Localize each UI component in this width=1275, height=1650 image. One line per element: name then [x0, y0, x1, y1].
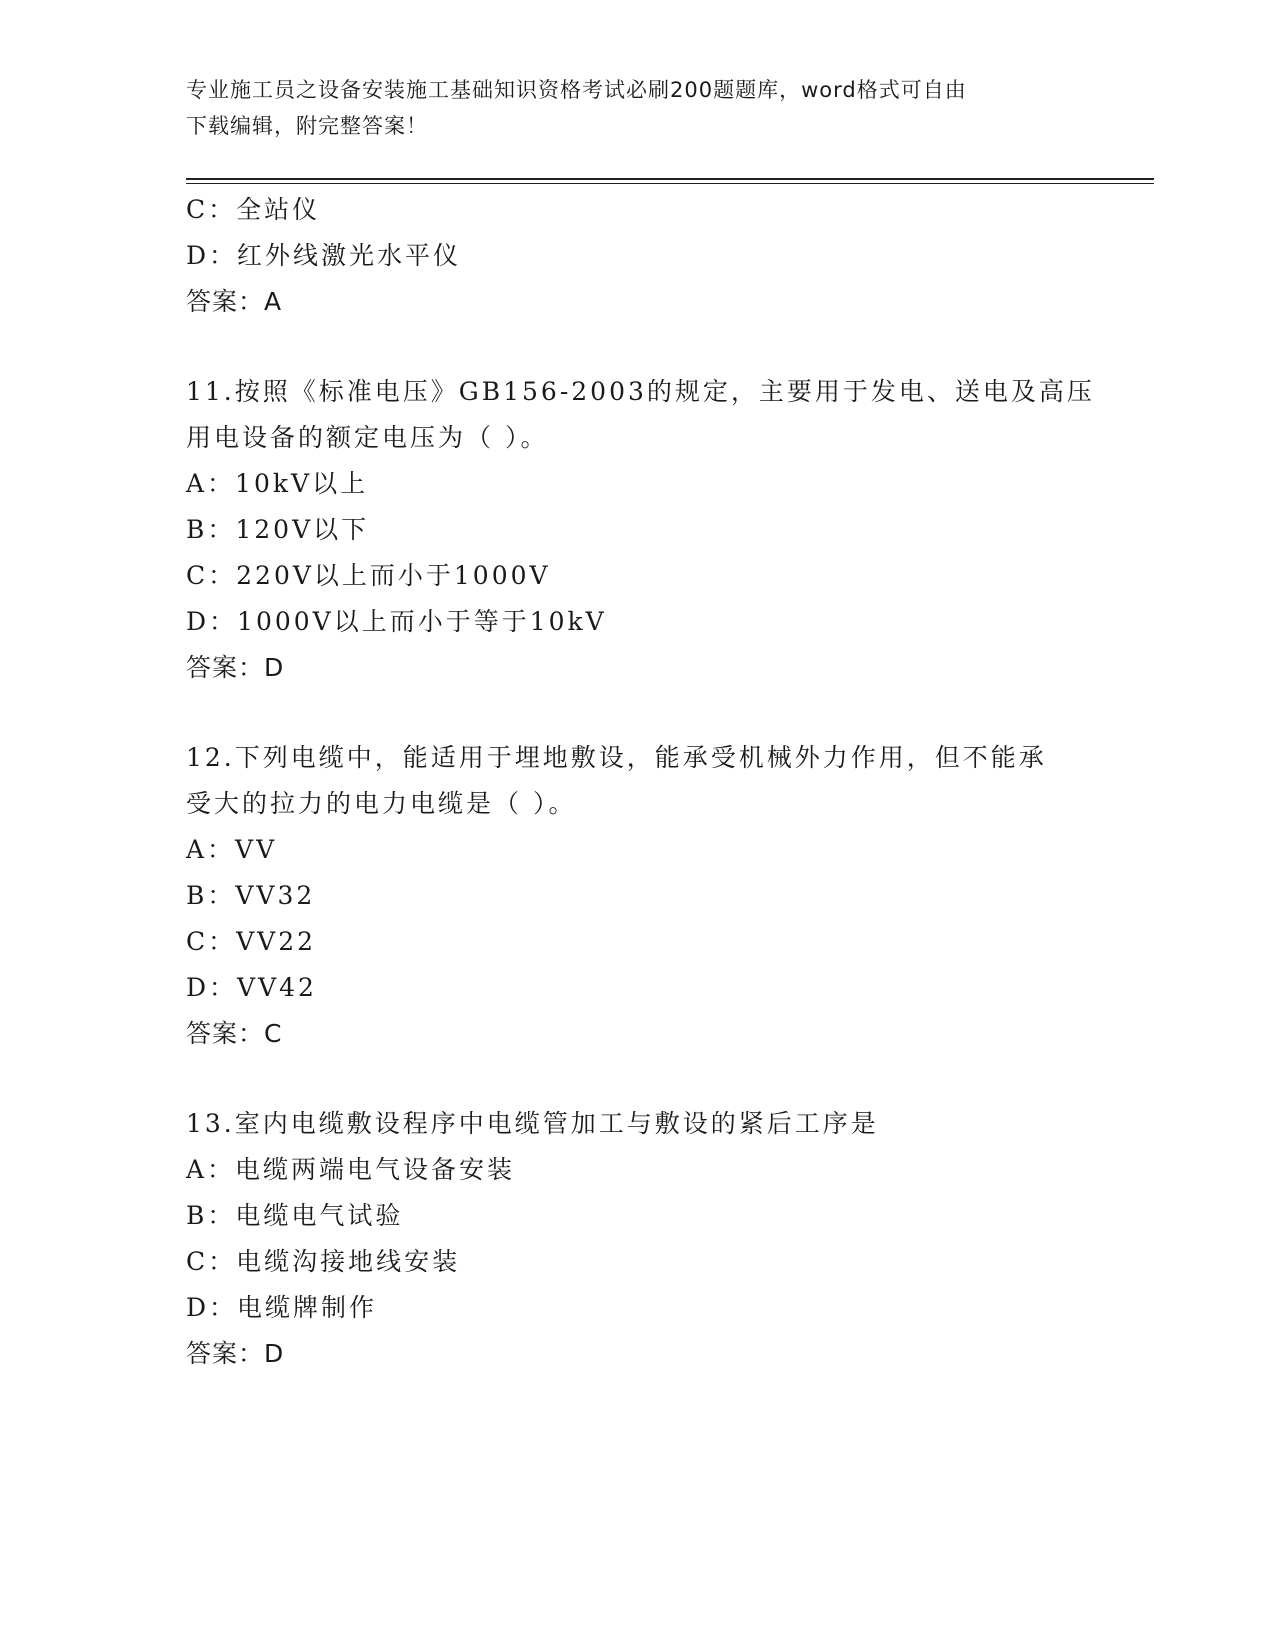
question-stem-line: 12.下列电缆中，能适用于埋地敷设，能承受机械外力作用，但不能承 — [186, 743, 1047, 772]
answer-line: 答案：D — [186, 653, 285, 682]
answer-line: 答案：A — [186, 287, 283, 316]
option-c: C：电缆沟接地线安装 — [186, 1247, 461, 1276]
header-title-line-1: 专业施工员之设备安装施工基础知识资格考试必刷200题题库，word格式可自由 — [186, 78, 967, 102]
question-12 — [186, 735, 1086, 1057]
header-divider-thick — [186, 178, 1154, 180]
option-d: D：VV42 — [186, 973, 317, 1002]
option-a: A：VV — [186, 835, 278, 864]
question-stem-line: 用电设备的额定电压为（ ）。 — [186, 423, 549, 452]
header-divider-thin — [186, 183, 1154, 184]
question-stem-line: 11.按照《标准电压》GB156-2003的规定，主要用于发电、送电及高压 — [186, 377, 1095, 406]
question-content — [186, 187, 1095, 1377]
header-title-line-2: 下载编辑，附完整答案！ — [186, 114, 428, 138]
option-d: D：电缆牌制作 — [186, 1293, 378, 1322]
question-11 — [186, 369, 1095, 691]
answer-line: 答案：C — [186, 1019, 283, 1048]
answer-line: 答案：D — [186, 1339, 285, 1368]
question-stem-line: 13.室内电缆敷设程序中电缆管加工与敷设的紧后工序是 — [186, 1109, 879, 1138]
prev-question-block — [186, 187, 1086, 325]
option-b: B：120V以下 — [186, 515, 370, 544]
option-a: A：10kV以上 — [186, 469, 369, 498]
document-header — [186, 72, 1066, 144]
option-c: C：全站仪 — [186, 195, 321, 224]
option-d: D：红外线激光水平仪 — [186, 241, 462, 270]
question-13 — [186, 1101, 1086, 1377]
option-a: A：电缆两端电气设备安装 — [186, 1155, 516, 1184]
question-stem-line: 受大的拉力的电力电缆是（ ）。 — [186, 789, 577, 818]
option-b: B：VV32 — [186, 881, 316, 910]
option-d: D：1000V以上而小于等于10kV — [186, 607, 607, 636]
option-b: B：电缆电气试验 — [186, 1201, 404, 1230]
option-c: C：VV22 — [186, 927, 317, 956]
option-c: C：220V以上而小于1000V — [186, 561, 551, 590]
